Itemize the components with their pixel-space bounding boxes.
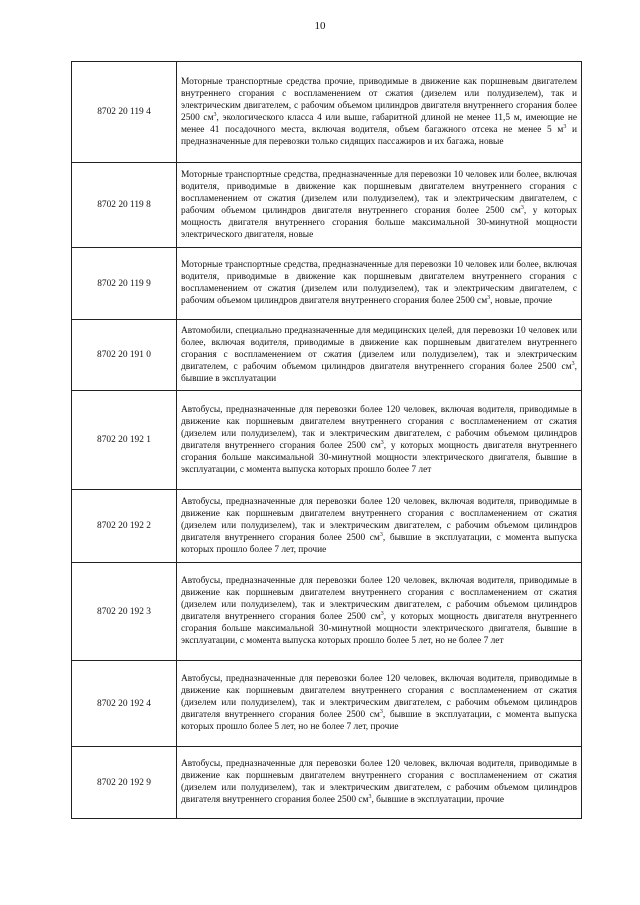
code-description: Автобусы, предназначенные для перевозки более 120 человек, включая водителя, приводимые в движение как поршневым двигателем внутреннего сгорания с воспламенением от сжатия (дизелем или полудизелем), так и электрическим двигателем, с рабочим объемом цилиндров двигателя внутреннего сгорания более 2500 $см^3$, бывшие в эксплуатации, с момента выпуска которых прошло более 7 лет, прочие xyxy=(177,490,582,563)
tariff-code: 8702 20 192 2 xyxy=(72,490,177,563)
tariff-code: 8702 20 119 9 xyxy=(72,248,177,320)
table-row xyxy=(72,163,582,248)
tariff-code: 8702 20 192 4 xyxy=(72,661,177,747)
table-row xyxy=(72,248,582,320)
tariff-code: 8702 20 191 0 xyxy=(72,320,177,391)
table-row xyxy=(72,320,582,391)
code-description: Автобусы, предназначенные для перевозки более 120 человек, включая водителя, приводимые в движение как поршневым двигателем внутреннего сгорания с воспламенением от сжатия (дизелем или полудизелем), так и электрическим двигателем, с рабочим объемом цилиндров двигателя внутреннего сгорания более 2500 $см^3$, бывшие в эксплуатации, с момента выпуска которых прошло более 5 лет, но не более 7 лет, прочие xyxy=(177,661,582,747)
tariff-code: 8702 20 192 1 xyxy=(72,391,177,490)
code-description: Автобусы, предназначенные для перевозки более 120 человек, включая водителя, приводимые в движение как поршневым двигателем внутреннего сгорания с воспламенением от сжатия (дизелем или полудизелем), так и электрическим двигателем, с рабочим объемом цилиндров двигателя внутреннего сгорания более 2500 $см^3$, бывшие в эксплуатации, прочие xyxy=(177,747,582,819)
code-description: Моторные транспортные средства, предназначенные для перевозки 10 человек или более, включая водителя, приводимые в движение как поршневым двигателем внутреннего сгорания с воспламенением от сжатия (дизелем или полудизелем), так и электрическим двигателем, с рабочим объемом цилиндров двигателя внутреннего сгорания более 2500 $см^3$, новые, прочие xyxy=(177,248,582,320)
code-description: Автобусы, предназначенные для перевозки более 120 человек, включая водителя, приводимые в движение как поршневым двигателем внутреннего сгорания с воспламенением от сжатия (дизелем или полудизелем), так и электрическим двигателем, с рабочим объемом цилиндров двигателя внутреннего сгорания более 2500 $см^3$, у которых мощность двигателя внутреннего сгорания больше максимальной 30-минутной мощности электрического двигателя, бывшие в эксплуатации, с момента выпуска которых прошло более 5 лет, но не более 7 лет xyxy=(177,563,582,661)
table-row xyxy=(72,391,582,490)
tariff-code: 8702 20 119 4 xyxy=(72,62,177,163)
page-number: 10 xyxy=(314,20,326,32)
code-description: Автобусы, предназначенные для перевозки более 120 человек, включая водителя, приводимые в движение как поршневым двигателем внутреннего сгорания с воспламенением от сжатия (дизелем или полудизелем), так и электрическим двигателем, с рабочим объемом цилиндров двигателя внутреннего сгорания более 2500 $см^3$, у которых мощность двигателя внутреннего сгорания больше максимальной 30-минутной мощности электрического двигателя, бывшие в эксплуатации, с момента выпуска которых прошло более 7 лет xyxy=(177,391,582,490)
tariff-code: 8702 20 119 8 xyxy=(72,163,177,248)
tariff-code: 8702 20 192 9 xyxy=(72,747,177,819)
table-row xyxy=(72,661,582,747)
code-description: Автомобили, специально предназначенные для медицинских целей, для перевозки 10 человек или более, включая водителя, приводимые в движение как поршневым двигателем внутреннего сгорания с воспламенением от сжатия (дизелем или полудизелем), так и электрическим двигателем, с рабочим объемом цилиндров двигателя внутреннего сгорания более 2500 $см^3$, бывшие в эксплуатации xyxy=(177,320,582,391)
table-row xyxy=(72,62,582,163)
code-description: Моторные транспортные средства, предназначенные для перевозки 10 человек или более, включая водителя, приводимые в движение как поршневым двигателем внутреннего сгорания с воспламенением от сжатия (дизелем или полудизелем), так и электрическим двигателем, с рабочим объемом цилиндров двигателя внутреннего сгорания более 2500 $см^3$, у которых мощность двигателя внутреннего сгорания больше максимальной 30-минутной мощности электрического двигателя, новые xyxy=(177,163,582,248)
table-row xyxy=(72,747,582,819)
tariff-code-table xyxy=(71,61,582,819)
table-row xyxy=(72,490,582,563)
tariff-code: 8702 20 192 3 xyxy=(72,563,177,661)
code-description: Моторные транспортные средства прочие, приводимые в движение как поршневым двигателем внутреннего сгорания с воспламенением от сжатия (дизелем или полудизелем), так и электрическим двигателем, с рабочим объемом цилиндров двигателя внутреннего сгорания более 2500 $см^3$, экологического класса 4 или выше, габаритной длиной не менее 11,5 м, имеющие не менее 41 посадочного места, включая водителя, объем багажного отсека не менее 5 $м^3$ и предназначенные для перевозки только сидящих пассажиров и их багажа, новые xyxy=(177,62,582,163)
table-row xyxy=(72,563,582,661)
